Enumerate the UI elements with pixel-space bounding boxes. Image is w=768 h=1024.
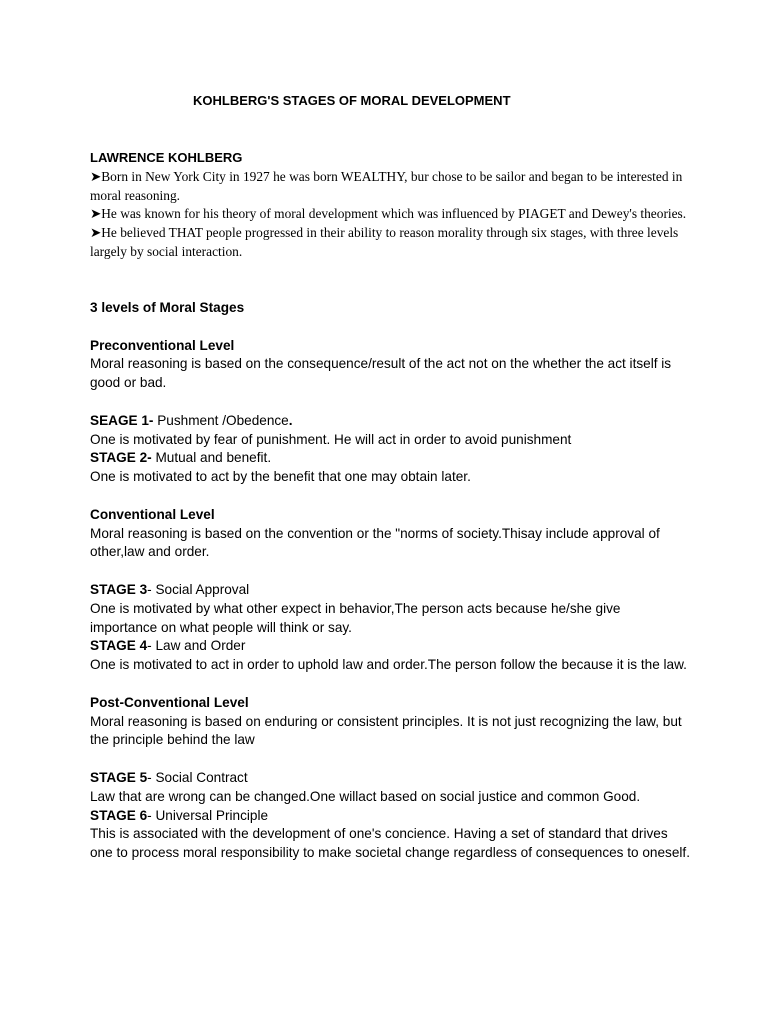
stage-5-label: STAGE 5	[90, 769, 148, 785]
bio-bullet	[90, 224, 690, 262]
arrow-bullet-icon: ➤	[90, 168, 102, 184]
stage-4-title: - Law and Order	[147, 638, 246, 654]
stage-1-title: Pushment /Obedence	[153, 412, 289, 428]
stage-2-description: One is motivated to act by the benefit that one may obtain later.	[90, 469, 471, 485]
arrow-bullet-icon: ➤	[90, 206, 102, 222]
bio-bullet	[90, 168, 690, 206]
document-title: KOHLBERG'S STAGES OF MORAL DEVELOPMENT	[193, 93, 511, 108]
postconventional-description: Moral reasoning is based on enduring or consistent principles. It is not just recognizing the law, but the principle behind the law	[90, 713, 682, 748]
stage-1-period: .	[288, 412, 293, 428]
stage-5-title: - Social Contract	[147, 769, 248, 785]
biography-section	[90, 149, 690, 262]
stage-1-description: One is motivated by fear of punishment. He will act in order to avoid punishment	[90, 431, 572, 447]
stage-6-label: STAGE 6	[90, 807, 148, 823]
levels-heading: 3 levels of Moral Stages	[90, 300, 245, 315]
arrow-bullet-icon: ➤	[90, 225, 102, 241]
stage-5-line	[90, 769, 690, 788]
stage-1-line	[90, 412, 690, 431]
bio-bullet-text: He was known for his theory of moral development which was influenced by PIAGET and Dewey's theories.	[101, 206, 687, 222]
stage-3-title: - Social Approval	[147, 581, 250, 597]
stage-6-line	[90, 807, 690, 826]
stage-2-label: STAGE 2-	[90, 450, 152, 466]
stage-2-line	[90, 449, 690, 468]
stage-6-description: This is associated with the development of one's concience. Having a set of standard that drives one to process moral responsibility to make societal change regardless of consequences to oneself.	[90, 826, 690, 861]
bio-bullet-text: He believed THAT people progressed in their ability to reason morality through six stages, with three levels largely by social interaction.	[90, 225, 679, 259]
biography-name: LAWRENCE KOHLBERG	[90, 150, 243, 165]
stage-5-description: Law that are wrong can be changed.One willact based on social justice and common Good.	[90, 788, 641, 804]
stage-1-label: SEAGE 1-	[90, 412, 154, 428]
preconventional-description: Moral reasoning is based on the consequence/result of the act not on the whether the act itself is good or bad.	[90, 356, 672, 391]
stage-4-description: One is motivated to act in order to uphold law and order.The person follow the because it is the law.	[90, 657, 687, 673]
stage-4-line	[90, 637, 690, 656]
conventional-heading: Conventional Level	[90, 506, 215, 522]
preconventional-heading: Preconventional Level	[90, 337, 235, 353]
stages-section	[90, 299, 690, 863]
bio-bullet-text: Born in New York City in 1927 he was born WEALTHY, bur chose to be sailor and began to be interested in moral reasoning.	[90, 168, 683, 203]
stage-2-title: Mutual and benefit.	[151, 450, 272, 466]
stage-4-label: STAGE 4	[90, 638, 148, 654]
stage-3-line	[90, 581, 690, 600]
conventional-description: Moral reasoning is based on the convention or the "norms of society.Thisay include approval of other,law and order.	[90, 525, 660, 560]
stage-6-title: - Universal Principle	[147, 807, 269, 823]
bio-bullet	[90, 205, 690, 224]
stage-3-description: One is motivated by what other expect in behavior,The person acts because he/she give importance on what people will think or say.	[90, 600, 621, 635]
postconventional-heading: Post-Conventional Level	[90, 694, 249, 710]
stage-3-label: STAGE 3	[90, 581, 148, 597]
